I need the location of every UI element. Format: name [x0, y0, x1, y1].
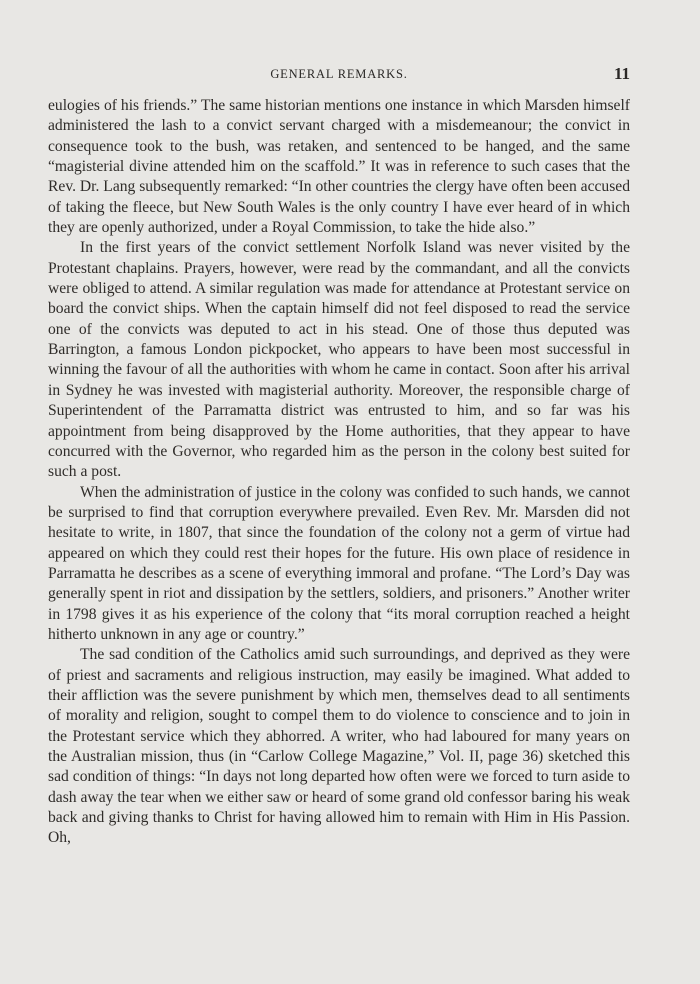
running-head	[48, 64, 630, 84]
running-title: GENERAL REMARKS.	[270, 67, 408, 81]
paragraph: When the administration of justice in the colony was confided to such hands, we cannot be surprised to find that corruption everywhere prevailed. Even Rev. Mr. Marsden did not hesitate to write, in 1807, that since the foundation of the colony not a germ of virtue had appeared on which they could rest their hopes for the future. His own place of residence in Parramatta he describes as a scene of everything immoral and profane. “The Lord’s Day was generally spent in riot and dissipation by the settlers, soldiers, and prisoners.” Another writer in 1798 gives it as his experience of the colony that “its moral corruption reached a height hitherto unknown in any age or country.”	[48, 483, 630, 643]
page-number: 11	[613, 64, 630, 83]
paragraph: In the first years of the convict settlement Norfolk Island was never visited by the Protestant chaplains. Prayers, however, were read by the commandant, and all the convicts were obliged to attend. A similar regulation was made for attendance at Protestant service on board the convict ships. When the captain himself did not feel disposed to read the service one of the convicts was deputed to act in his stead. One of those thus deputed was Barrington, a famous London pickpocket, who appears to have been most successful in winning the favour of all the authorities with whom he came in contact. Soon after his arrival in Sydney he was invested with magisterial authority. Moreover, the responsible charge of Superintendent of the Parramatta district was entrusted to him, and so far was his appointment from being disapproved by the Home authorities, that they appear to have concurred with the Governor, who regarded him as the person in the colony best suited for such a post.	[48, 239, 630, 481]
paragraph-continued: eulogies of his friends.” The same historian mentions one instance in which Marsden himself administered the lash to a convict servant charged with a misdemeanour; the convict in consequence took to the bush, was retaken, and sentenced to be hanged, and the same “magisterial divine attended him on the scaffold.” It was in reference to such cases that the Rev. Dr. Lang subsequently remarked: “In other countries the clergy have often been accused of taking the fleece, but New South Wales is the only country I have ever heard of in which they are openly authorized, under a Royal Commission, to take the hide also.”	[48, 97, 630, 237]
body-text	[48, 96, 630, 849]
paragraph: The sad condition of the Catholics amid such surroundings, and deprived as they were of priest and sacraments and religious instruction, may easily be imagined. What added to their affliction was the severe punishment by which men, themselves dead to all sentiments of morality and religion, sought to compel them to do violence to conscience and to join in the Protestant service which they abhorred. A writer, who had laboured for many years on the Australian mission, thus (in “Carlow College Magazine,” Vol. II, page 36) sketched this sad condition of things: “In days not long departed how often were we forced to turn aside to dash away the tear when we either saw or heard of some grand old confessor baring his weak back and giving thanks to Christ for having allowed him to remain with Him in His Passion. Oh,	[48, 646, 630, 847]
